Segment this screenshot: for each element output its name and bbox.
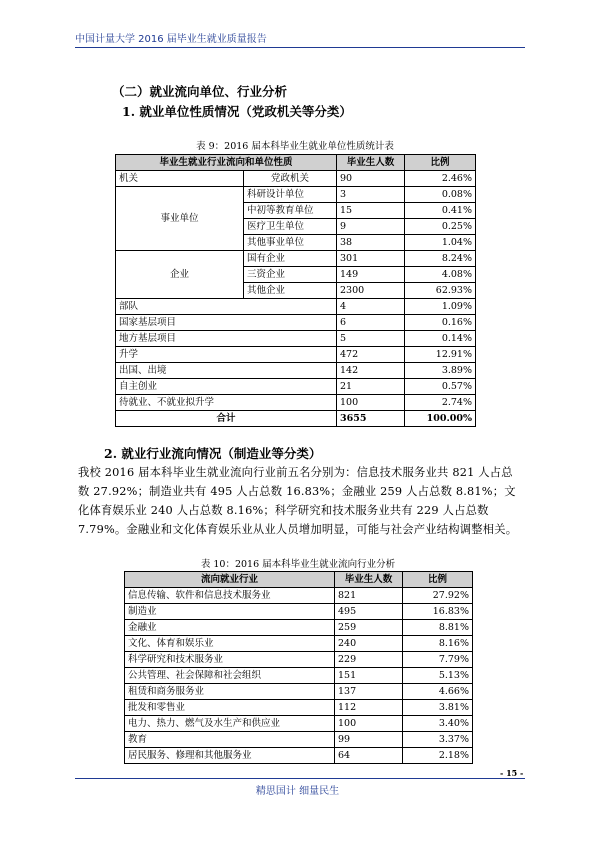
sub-label: 中初等教育单位	[244, 203, 337, 219]
section-heading: （二）就业流向单位、行业分析	[112, 84, 288, 99]
total-count: 3655	[337, 411, 405, 427]
count-cell: 4	[337, 299, 405, 315]
count-cell: 149	[337, 267, 405, 283]
table-row	[125, 652, 473, 668]
pct-cell: 2.74%	[405, 395, 476, 411]
sub-label: 其他企业	[244, 283, 337, 299]
count-cell: 112	[335, 700, 403, 716]
count-cell: 9	[337, 219, 405, 235]
table9-caption: 表 9：2016 届本科毕业生就业单位性质统计表	[196, 141, 394, 152]
table-row	[116, 187, 476, 203]
pct-cell: 4.66%	[403, 684, 473, 700]
pct-cell: 3.89%	[405, 363, 476, 379]
column-header: 毕业生人数	[337, 155, 405, 171]
count-cell: 6	[337, 315, 405, 331]
pct-cell: 0.41%	[405, 203, 476, 219]
count-cell: 38	[337, 235, 405, 251]
group-label: 企业	[116, 251, 244, 299]
table-row	[125, 748, 473, 764]
count-cell: 240	[335, 636, 403, 652]
row-label: 出国、出境	[116, 363, 337, 379]
count-cell: 495	[335, 604, 403, 620]
count-cell: 15	[337, 203, 405, 219]
industry-cell: 文化、体育和娱乐业	[125, 636, 335, 652]
pct-cell: 8.16%	[403, 636, 473, 652]
page-number: - 15 -	[500, 768, 524, 778]
pct-cell: 1.09%	[405, 299, 476, 315]
table-row	[116, 315, 476, 331]
row-label: 部队	[116, 299, 337, 315]
table-row	[125, 604, 473, 620]
pct-cell: 0.14%	[405, 331, 476, 347]
column-header: 比例	[403, 572, 473, 588]
pct-cell: 2.46%	[405, 171, 476, 187]
group-label: 事业单位	[116, 187, 244, 251]
industry-cell: 科学研究和技术服务业	[125, 652, 335, 668]
pct-cell: 12.91%	[405, 347, 476, 363]
pct-cell: 0.16%	[405, 315, 476, 331]
table10	[124, 571, 473, 764]
pct-cell: 7.79%	[403, 652, 473, 668]
count-cell: 137	[335, 684, 403, 700]
count-cell: 100	[337, 395, 405, 411]
page-footer: 精思国计 细量民生	[255, 786, 340, 797]
count-cell: 90	[337, 171, 405, 187]
count-cell: 472	[337, 347, 405, 363]
pct-cell: 62.93%	[405, 283, 476, 299]
pct-cell: 1.04%	[405, 235, 476, 251]
industry-cell: 公共管理、社会保障和社会组织	[125, 668, 335, 684]
table10-caption: 表 10：2016 届本科毕业生就业流向行业分析	[200, 559, 396, 570]
row-label: 升学	[116, 347, 337, 363]
count-cell: 259	[335, 620, 403, 636]
page-header: 中国计量大学 2016 届毕业生就业质量报告	[75, 30, 525, 48]
count-cell: 2300	[337, 283, 405, 299]
count-cell: 142	[337, 363, 405, 379]
table-row	[125, 620, 473, 636]
industry-cell: 批发和零售业	[125, 700, 335, 716]
count-cell: 151	[335, 668, 403, 684]
table-header-row	[116, 155, 476, 171]
pct-cell: 2.18%	[403, 748, 473, 764]
table-row	[116, 171, 476, 187]
sub-label: 三资企业	[244, 267, 337, 283]
count-cell: 5	[337, 331, 405, 347]
row-label: 国家基层项目	[116, 315, 337, 331]
row-label: 待就业、不就业拟升学	[116, 395, 337, 411]
pct-cell: 0.25%	[405, 219, 476, 235]
count-cell: 3	[337, 187, 405, 203]
table-row	[125, 588, 473, 604]
industry-cell: 居民服务、修理和其他服务业	[125, 748, 335, 764]
column-header: 毕业生就业行业流向和单位性质	[116, 155, 337, 171]
total-row	[116, 411, 476, 427]
body-paragraph: 我校 2016 届本科毕业生就业流向行业前五名分别为：信息技术服务业共 821 人占总数 27.92%；制造业共有 495 人占总数 16.83%；金融业 259 人占总数 8.81%；文化体育娱乐业 240 人占总数 8.16%；科学研究和技术服务业共有 229 人占总数 7.79%。金融业和文化体育娱乐业从业人员增加明显，可能与社会产业结构调整相关。	[78, 466, 518, 536]
subsection-heading-1: 1. 就业单位性质情况（党政机关等分类）	[122, 104, 352, 119]
table-row	[116, 331, 476, 347]
footer-divider	[75, 778, 525, 779]
table9	[115, 154, 476, 427]
row-label: 自主创业	[116, 379, 337, 395]
pct-cell: 16.83%	[403, 604, 473, 620]
column-header: 比例	[405, 155, 476, 171]
table-row	[116, 395, 476, 411]
industry-cell: 制造业	[125, 604, 335, 620]
table-row	[116, 251, 476, 267]
column-header: 毕业生人数	[335, 572, 403, 588]
industry-cell: 租赁和商务服务业	[125, 684, 335, 700]
sub-label: 其他事业单位	[244, 235, 337, 251]
total-pct: 100.00%	[405, 411, 476, 427]
table-row	[125, 684, 473, 700]
count-cell: 64	[335, 748, 403, 764]
count-cell: 229	[335, 652, 403, 668]
table-row	[116, 379, 476, 395]
pct-cell: 0.08%	[405, 187, 476, 203]
count-cell: 99	[335, 732, 403, 748]
count-cell: 100	[335, 716, 403, 732]
table-row	[125, 700, 473, 716]
table-row	[125, 716, 473, 732]
group-label: 机关	[116, 171, 244, 187]
sub-label: 医疗卫生单位	[244, 219, 337, 235]
industry-cell: 信息传输、软件和信息技术服务业	[125, 588, 335, 604]
total-label: 合计	[116, 411, 337, 427]
table-row	[116, 363, 476, 379]
table-row	[116, 347, 476, 363]
pct-cell: 5.13%	[403, 668, 473, 684]
industry-cell: 教育	[125, 732, 335, 748]
pct-cell: 27.92%	[403, 588, 473, 604]
pct-cell: 3.81%	[403, 700, 473, 716]
table-header-row	[125, 572, 473, 588]
pct-cell: 0.57%	[405, 379, 476, 395]
pct-cell: 3.40%	[403, 716, 473, 732]
pct-cell: 8.81%	[403, 620, 473, 636]
sub-label: 党政机关	[244, 171, 337, 187]
industry-cell: 电力、热力、燃气及水生产和供应业	[125, 716, 335, 732]
count-cell: 821	[335, 588, 403, 604]
pct-cell: 8.24%	[405, 251, 476, 267]
table-row	[125, 732, 473, 748]
pct-cell: 3.37%	[403, 732, 473, 748]
industry-cell: 金融业	[125, 620, 335, 636]
subsection-heading-2: 2. 就业行业流向情况（制造业等分类）	[104, 446, 322, 461]
sub-label: 国有企业	[244, 251, 337, 267]
table-row	[125, 636, 473, 652]
row-label: 地方基层项目	[116, 331, 337, 347]
table-row	[125, 668, 473, 684]
table-row	[116, 299, 476, 315]
column-header: 流向就业行业	[125, 572, 335, 588]
pct-cell: 4.08%	[405, 267, 476, 283]
count-cell: 21	[337, 379, 405, 395]
count-cell: 301	[337, 251, 405, 267]
sub-label: 科研设计单位	[244, 187, 337, 203]
